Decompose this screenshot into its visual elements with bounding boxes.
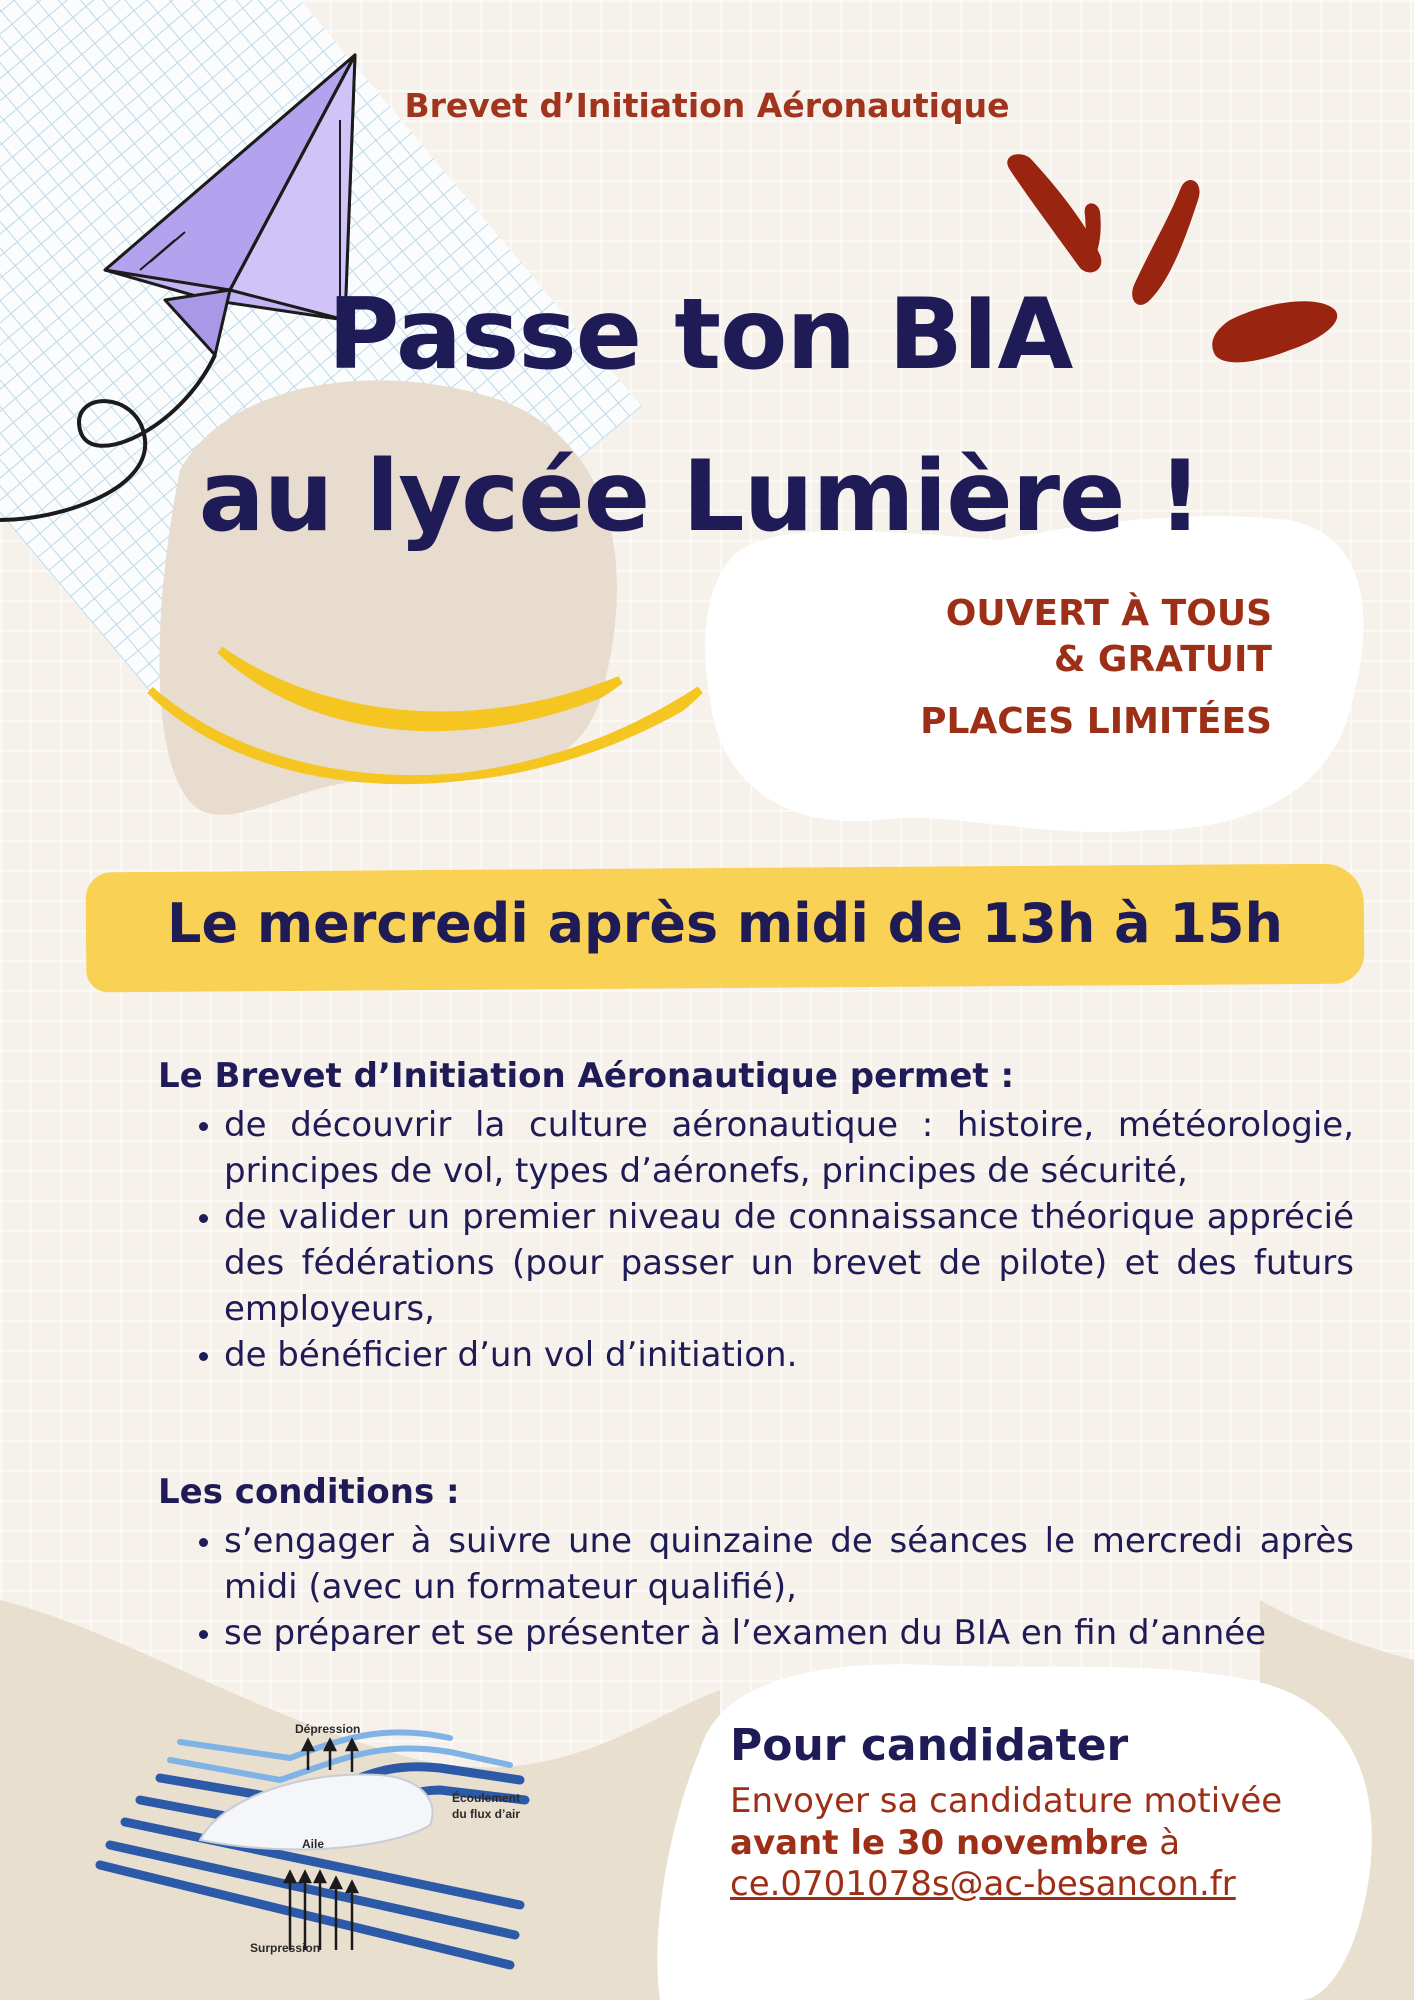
conditions-list: [158, 1518, 1354, 1656]
subtitle: Brevet d’Initiation Aéronautique: [404, 86, 1010, 125]
apply-instructions: [730, 1780, 1360, 1864]
list-item: • de découvrir la culture aéronautique : histoire, météorologie, principes de vol, types d’aéronefs, principes de sécurité,: [224, 1102, 1354, 1194]
headline-line-2: au lycée Lumière !: [198, 440, 1202, 554]
conditions-title: Les conditions :: [158, 1472, 460, 1512]
schedule-text: Le mercredi après midi de 13h à 15h: [167, 892, 1283, 955]
list-item: • de valider un premier niveau de connaissance théorique apprécié des fédérations (pour passer un brevet de pilote) et des futurs employeurs,: [224, 1194, 1354, 1332]
diagram-label-surpression: Surpression: [250, 1941, 321, 1955]
apply-deadline: avant le 30 novembre: [730, 1823, 1149, 1863]
list-item: • se préparer et se présenter à l’examen du BIA en fin d’année: [224, 1610, 1354, 1656]
badge-open-to-all: OUVERT À TOUS: [945, 593, 1272, 634]
list-item: • s’engager à suivre une quinzaine de séances le mercredi après midi (avec un formateur qualifié),: [224, 1518, 1354, 1610]
badge-free: & GRATUIT: [1053, 639, 1272, 680]
list-item: • de bénéficier d’un vol d’initiation.: [224, 1332, 1354, 1378]
diagram-label-flow-2: du flux d’air: [452, 1807, 521, 1821]
diagram-label-depression: Dépression: [295, 1722, 361, 1736]
apply-text-before: Envoyer sa candidature motivée: [730, 1781, 1283, 1821]
benefits-title: Le Brevet d’Initiation Aéronautique permet :: [158, 1056, 1015, 1096]
benefits-list: [158, 1102, 1354, 1378]
badge-limited-places: PLACES LIMITÉES: [920, 701, 1272, 742]
headline-line-1: Passe ton BIA: [327, 278, 1073, 392]
diagram-label-flow-1: Écoulement: [452, 1791, 521, 1805]
apply-text-after: à: [1148, 1823, 1181, 1863]
apply-title: Pour candidater: [730, 1720, 1129, 1771]
apply-email-link[interactable]: ce.0701078s@ac-besancon.fr: [730, 1864, 1236, 1904]
diagram-label-wing: Aile: [302, 1837, 325, 1851]
